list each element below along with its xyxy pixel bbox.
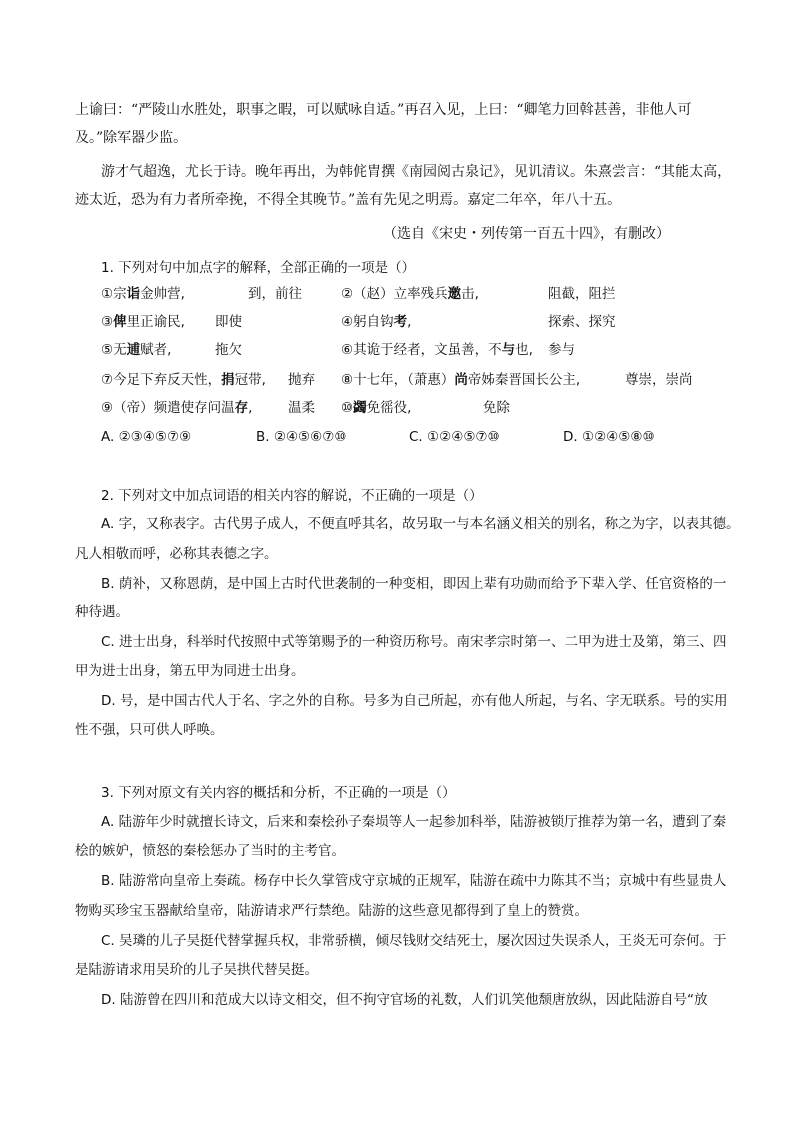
passage-line-2: 及。”除军器少监。 <box>75 130 188 146</box>
q1-gloss-1: 到，前往 <box>248 286 302 302</box>
q1-item-3: ③俾里正谕民, <box>101 314 185 330</box>
q1-item-1-dotted-char: 诣 <box>126 286 141 302</box>
q1-item-7-dotted-char: 捐 <box>221 372 235 388</box>
q2-option-b-line-1: B. 荫补，又称恩荫，是中国上古时代世袭制的一种变相，即因上辈有功勋而给予下辈入学、任官资格的一 <box>101 576 727 592</box>
q1-item-2-dotted-char: 邀 <box>447 286 462 302</box>
q1-gloss-6: 参与 <box>548 342 575 358</box>
q2-option-b-line-2: 种待遇。 <box>75 604 129 620</box>
q1-option-a: A. ②③④⑤⑦⑨ <box>101 429 192 445</box>
q1-item-10-dotted-char: 蠲 <box>353 400 367 416</box>
q1-gloss-7: 抛弃 <box>288 372 315 388</box>
q3-stem: 3. 下列对原文有关内容的概括和分析，不正确的一项是（） <box>101 785 456 801</box>
q1-item-5: ⑤无逋赋者, <box>101 342 172 358</box>
passage-line-3: 游才气超逸，尤长于诗。晚年再出，为韩侂胄撰《南园阅古泉记》，见讥清议。朱熹尝言：“其能太高， <box>101 164 732 180</box>
q1-item-4-dotted-char: 考 <box>393 314 408 330</box>
q2-option-d-line-2: 性不强，只可供人呼唤。 <box>75 722 224 738</box>
q1-option-d: D. ①②④⑤⑧⑩ <box>563 429 655 445</box>
q2-option-a-line-2: 凡人相敬而呼，必称其表德之字。 <box>75 546 278 562</box>
passage-line-1: 上谕曰：“严陵山水胜处，职事之暇，可以赋咏自适。”再召入见，上曰：“卿笔力回斡甚善，非他人可 <box>75 102 692 118</box>
q3-option-d-line-1: D. 陆游曾在四川和范成大以诗文相交，但不拘守官场的礼数，人们讥笑他颓唐放纵，因此陆游自号“放 <box>101 992 708 1008</box>
q1-gloss-3: 即使 <box>215 314 242 330</box>
q3-option-b-line-2: 物购买珍宝玉器献给皇帝，陆游请求严行禁绝。陆游的这些意见都得到了皇上的赞赏。 <box>75 903 588 919</box>
q1-stem: 1. 下列对句中加点字的解释，全部正确的一项是（） <box>101 260 416 276</box>
q1-option-c: C. ①②④⑤⑦⑩ <box>409 429 500 445</box>
q1-item-8-dotted-char: 尚 <box>454 372 468 388</box>
q1-item-10: ⑩蠲免徭役, <box>341 400 412 416</box>
q1-gloss-2: 阻截，阻拦 <box>548 286 616 302</box>
q1-item-5-dotted-char: 逋 <box>126 342 141 358</box>
q1-item-6: ⑥其诡于经者，文虽善，不与也, <box>341 342 533 358</box>
q3-option-c-line-2: 是陆游请求用吴玠的儿子吴拱代替吴挺。 <box>75 962 318 978</box>
q1-item-1: ①宗诣金帅营, <box>101 286 185 302</box>
q1-item-8: ⑧十七年，（萧惠）尚帝姊秦晋国长公主, <box>341 372 581 388</box>
q1-gloss-5: 拖欠 <box>215 342 242 358</box>
q1-item-9-dotted-char: 存 <box>234 400 249 416</box>
q1-gloss-4: 探索、探究 <box>548 314 616 330</box>
q2-stem: 2. 下列对文中加点词语的相关内容的解说，不正确的一项是（） <box>101 488 483 504</box>
q2-option-c-line-1: C. 进士出身，科举时代按照中式等第赐予的一种资历称号。南宋孝宗时第一、二甲为进士及第，第三、四 <box>101 634 727 650</box>
q1-item-2: ②（赵）立率残兵邀击, <box>341 286 479 302</box>
q1-item-7: ⑦今足下弃反天性，捐冠带, <box>101 372 266 388</box>
q1-gloss-8: 尊崇，崇尚 <box>625 372 693 388</box>
q1-item-4: ④躬自钩考, <box>341 314 412 330</box>
q3-option-a-line-1: A. 陆游年少时就擅长诗文，后来和秦桧孙子秦埙等人一起参加科举，陆游被锁厅推荐为第一名，遭到了秦 <box>101 814 727 830</box>
q2-option-c-line-2: 甲为进士出身，第五甲为同进士出身。 <box>75 663 305 679</box>
q1-item-9: ⑨（帝）频遣使存问温存, <box>101 400 253 416</box>
q2-option-a-line-1: A. 字，又称表字。古代男子成人，不便直呼其名，故另取一与本名涵义相关的别名，称之为字，以表其德。 <box>101 516 740 532</box>
passage-source: （选自《宋史・列传第一百五十四》，有删改） <box>383 226 670 242</box>
q1-item-6-dotted-char: 与 <box>501 342 516 358</box>
passage-line-4: 迹太近，恐为有力者所牵挽，不得全其晚节。”盖有先见之明焉。嘉定二年卒，年八十五。 <box>75 192 622 208</box>
q3-option-b-line-1: B. 陆游常向皇帝上奏疏。杨存中长久掌管戍守京城的正规军，陆游在疏中力陈其不当；京城中有些显贵人 <box>101 873 727 889</box>
q1-option-b: B. ②④⑤⑥⑦⑩ <box>256 429 347 445</box>
q1-gloss-10: 免除 <box>483 400 510 416</box>
q2-option-d-line-1: D. 号，是中国古代人于名、字之外的自称。号多为自己所起，亦有他人所起，与名、字无联系。号的实用 <box>101 693 728 709</box>
q3-option-c-line-1: C. 吴璘的儿子吴挺代替掌握兵权，非常骄横，倾尽钱财交结死士，屡次因过失误杀人，王炎无可奈何。于 <box>101 933 727 949</box>
q1-item-3-dotted-char: 俾 <box>113 314 127 330</box>
q1-gloss-9: 温柔 <box>288 400 315 416</box>
q3-option-a-line-2: 桧的嫉妒，愤怒的秦桧惩办了当时的主考官。 <box>75 843 345 859</box>
